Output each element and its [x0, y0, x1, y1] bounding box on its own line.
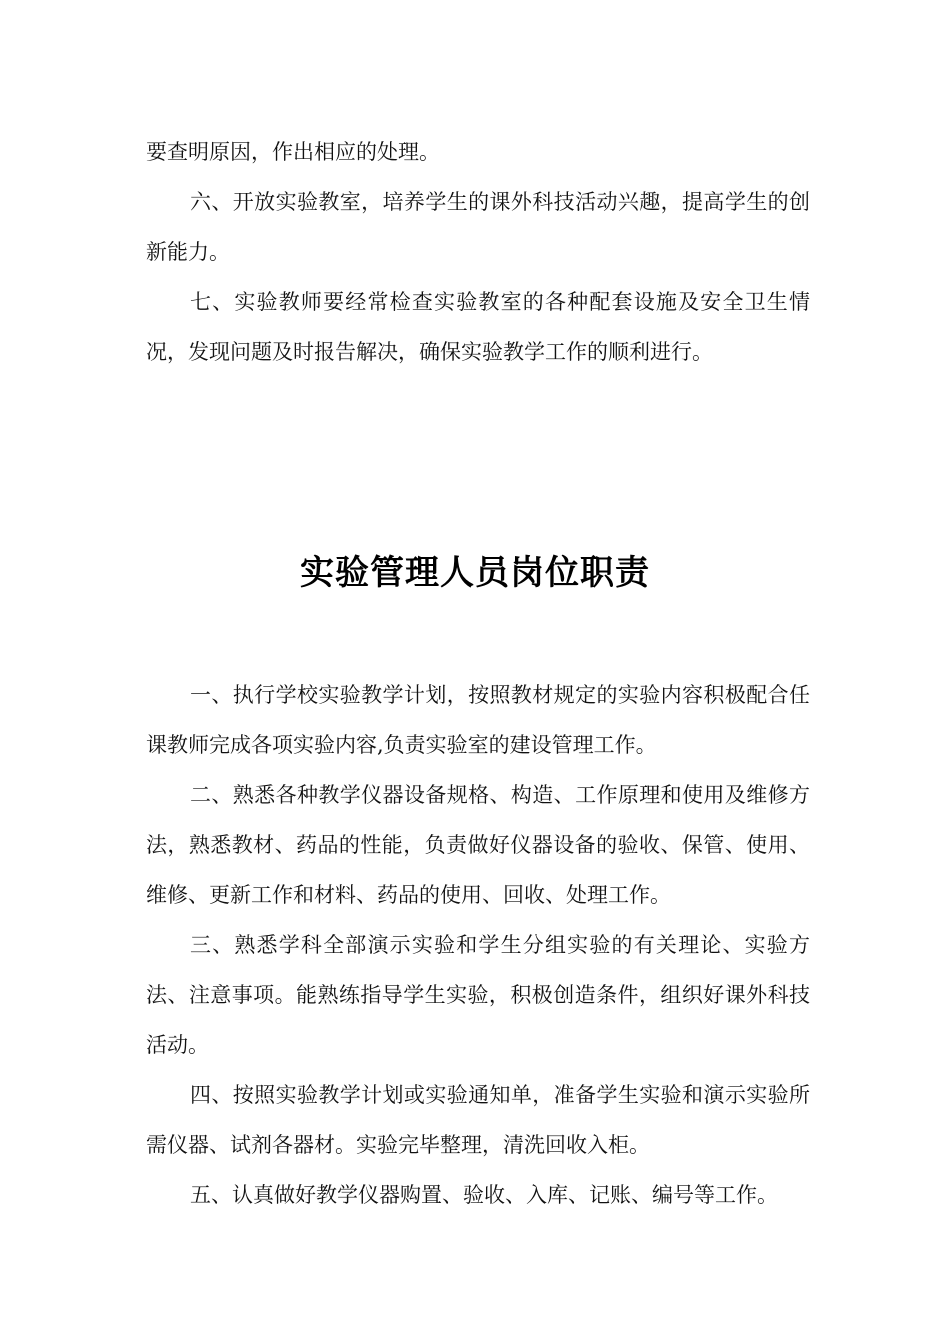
duty-paragraph-2: 二、熟悉各种教学仪器设备规格、构造、工作原理和使用及维修方法，熟悉教材、药品的性能，负责做好仪器设备的验收、保管、使用、维修、更新工作和材料、药品的使用、回收、处理工作。 [146, 783, 810, 907]
page-title: 实验管理人员岗位职责 [300, 553, 650, 593]
item-paragraph-6: 六、开放实验教室，培养学生的课外科技活动兴趣，提高学生的创新能力。 [146, 190, 810, 264]
duty-paragraph-3: 三、熟悉学科全部演示实验和学生分组实验的有关理论、实验方法、注意事项。能熟练指导学生实验，积极创造条件，组织好课外科技活动。 [146, 933, 810, 1057]
continuation-paragraph: 要查明原因，作出相应的处理。 [146, 140, 440, 164]
duty-paragraph-1: 一、执行学校实验教学计划，按照教材规定的实验内容积极配合任课教师完成各项实验内容,负责实验室的建设管理工作。 [146, 683, 810, 757]
item-paragraph-7: 七、实验教师要经常检查实验教室的各种配套设施及安全卫生情况，发现问题及时报告解决，确保实验教学工作的顺利进行。 [146, 290, 810, 364]
duty-paragraph-5: 五、认真做好教学仪器购置、验收、入库、记账、编号等工作。 [190, 1183, 778, 1207]
duty-paragraph-4: 四、按照实验教学计划或实验通知单，准备学生实验和演示实验所需仪器、试剂各器材。实验完毕整理，清洗回收入柜。 [146, 1083, 810, 1157]
